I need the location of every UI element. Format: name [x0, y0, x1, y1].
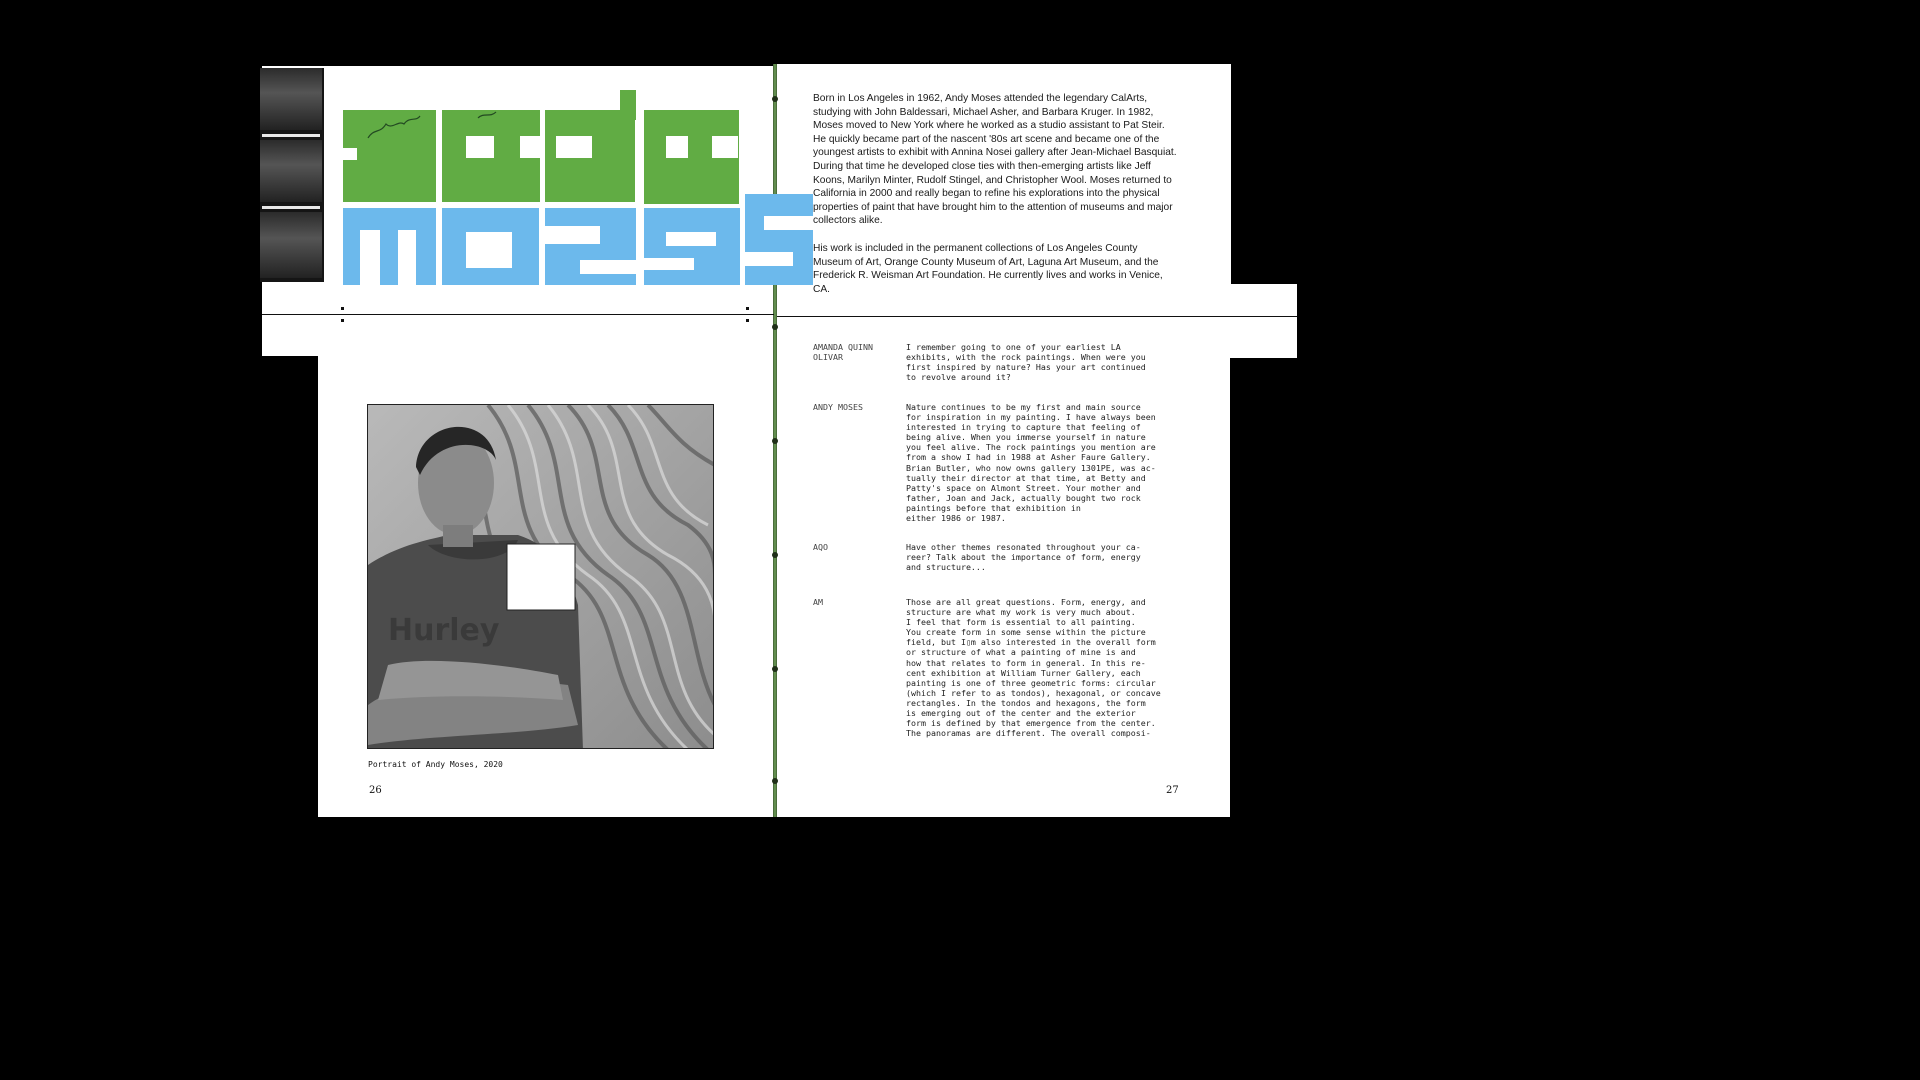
page-number-left: 26 [369, 785, 382, 796]
film-perforation [262, 206, 320, 209]
portrait-illustration [368, 405, 714, 749]
interview-text: I remember going to one of your earliest LA exhibits, with the rock paintings. When were you first inspired by nature? Has your art continued to revolve around it? [906, 342, 1146, 383]
binding-stitch [772, 666, 778, 672]
interview-text: Have other themes resonated throughout your ca- reer? Talk about the importance of form, energy and structure... [906, 542, 1141, 573]
binding-stitch [772, 324, 778, 330]
portrait-photo [367, 404, 714, 749]
film-frame [260, 140, 322, 202]
registration-mark [341, 319, 344, 322]
interview-speaker: AM [813, 597, 823, 607]
interview-text: Nature continues to be my first and main source for inspiration in my painting. I have always been interested in trying to capture that feeling of being alive. When you immerse yourself in nature you feel alive. The rock paintings you mention are from a show I had in 1988 at Asher Faure Gallery. Brian Butler, who now owns gallery 1301PE, was ac- tually their director at that time, at Betty and Patty's space on Almont Street. Your mother and father, Joan and Jack, actually bought two rock paintings before that exhibition in either 1986 or 1987. [906, 402, 1156, 524]
registration-mark [746, 319, 749, 322]
binding-stitch [772, 210, 778, 216]
bio-paragraph-1: Born in Los Angeles in 1962, Andy Moses attended the legendary CalArts, studying with John Baldessari, Michael Asher, and Barbara Kruger. In 1982, Moses moved to New York where he worked as a studio assistant to Pat Steir. He quickly became part of the nascent '80s art scene and became one of the youngest artists to exhibit with Annina Nosei gallery after Jean-Michael Basquiat. During that time he developed close ties with then-emerging artists like Jeff Koons, Marilyn Minter, Rudolf Stingel, and Christopher Wool. Moses returned to California in 2000 and really began to refine his explorations into the physical properties of paint that have brought him to the attention of museums and major collectors alike. [813, 93, 1177, 227]
bio-paragraph-2: His work is included in the permanent collections of Los Angeles County Museum of Art, Orange County Museum of Art, Laguna Art Museum, and the Frederick R. Weisman Art Foundation. He currently lives and works in Venice, CA. [813, 243, 1163, 295]
binding-stitch [772, 778, 778, 784]
interview-speaker: AMANDA QUINN OLIVAR [813, 342, 873, 363]
registration-mark [341, 307, 344, 310]
film-strip [260, 68, 324, 282]
film-frame [260, 68, 322, 130]
film-frame [260, 212, 322, 278]
interview-speaker: ANDY MOSES [813, 402, 863, 412]
portrait-caption: Portrait of Andy Moses, 2020 [368, 760, 503, 769]
binding-stitch [772, 552, 778, 558]
film-perforation [262, 134, 320, 137]
registration-mark [746, 307, 749, 310]
shirt-logo: Hurley [388, 613, 500, 648]
fold-rule-right [777, 316, 1297, 317]
interview-text: Those are all great questions. Form, energy, and structure are what my work is very much about. I feel that form is essential to all painting. You create form in some sense within the picture field, but I▯m also interested in the overall form or structure of what a painting of mine is and how that relates to form in general. In this re- cent exhibition at William Turner Gallery, each painting is one of three geometric forms: circular (which I refer to as tondos), hexagonal, or concave rectangles. In the tondos and hexagons, the form is emerging out of the center and the exterior form is defined by that emergence from the center. The panoramas are different. The overall composi- [906, 597, 1161, 739]
binding-stitch [772, 96, 778, 102]
fold-rule-left [262, 314, 774, 315]
interview-speaker: AQO [813, 542, 828, 552]
binding-stitch [772, 438, 778, 444]
page-number-right: 27 [1166, 785, 1179, 796]
